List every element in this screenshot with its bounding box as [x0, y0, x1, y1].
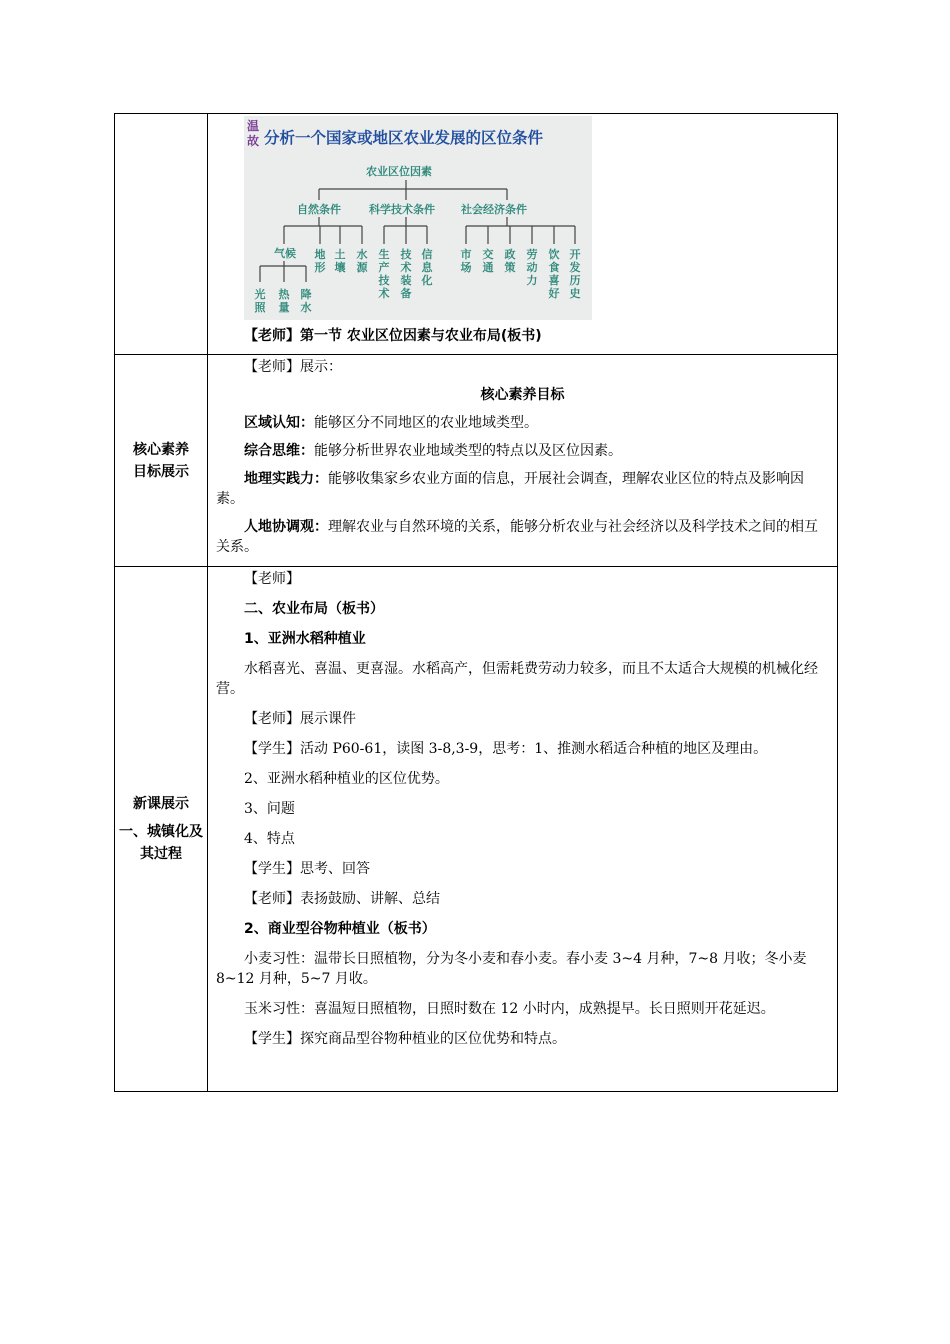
factor-label: 生产技术 — [378, 248, 390, 300]
factor-label: 热量 — [278, 288, 290, 314]
lesson-table — [114, 113, 838, 1092]
new-lesson-label — [115, 567, 208, 1092]
factor-label: 市场 — [460, 248, 472, 274]
goal-text: 能够区分不同地区的农业地域类型。 — [314, 415, 538, 431]
factor-label: 地形 — [314, 248, 326, 274]
student-answer: 【学生】思考、回答 — [244, 861, 370, 877]
subsection-grain: 2、商业型谷物种植业（板书） — [244, 921, 436, 937]
goal-term: 区域认知： — [244, 415, 314, 431]
goal-item — [208, 469, 837, 509]
teacher-marker: 【老师】 — [244, 571, 300, 587]
core-heading: 核心素养目标 — [480, 387, 565, 403]
wheat-text: 小麦习性：温带长日照植物，分为冬小麦和春小麦。春小麦 3~4 月种，7~8 月收；冬小麦 8~12 月种，5~7 月收。 — [216, 951, 807, 987]
question-3: 3、问题 — [244, 801, 295, 817]
table-row — [115, 567, 838, 1092]
factor-label: 水源 — [356, 248, 368, 274]
factor-label: 降水 — [300, 288, 312, 314]
question-2: 2、亚洲水稻种植业的区位优势。 — [244, 771, 449, 787]
goal-text: 能够收集家乡农业方面的信息，开展社会调查，理解农业区位的特点及影响因素。 — [216, 471, 804, 507]
goal-item — [208, 441, 837, 461]
diagram-title: 分析一个国家或地区农业发展的区位条件 — [264, 129, 544, 147]
teacher-praise: 【老师】表扬鼓励、讲解、总结 — [244, 891, 440, 907]
factor-label: 交通 — [482, 248, 494, 274]
factor-label: 信息化 — [421, 248, 433, 287]
empty-label-cell — [115, 114, 208, 355]
badge-char-2: 故 — [247, 134, 260, 148]
label-line: 目标展示 — [133, 463, 189, 480]
corn-text: 玉米习性：喜温短日照植物，日照时数在 12 小时内，成熟提早。长日照则开花延迟。 — [244, 1001, 775, 1017]
goal-text: 理解农业与自然环境的关系，能够分析农业与社会经济以及科学技术之间的相互关系。 — [216, 519, 818, 555]
question-4: 4、特点 — [244, 831, 295, 847]
vertical-labels — [255, 247, 581, 314]
table-row — [115, 114, 838, 355]
student-activity: 【学生】活动 P60-61，读图 3-8,3-9，思考：1、推测水稻适合种植的地区及理由。 — [244, 741, 768, 757]
core-literacy-cell — [208, 355, 838, 567]
root-node: 农业区位因素 — [366, 165, 432, 178]
diagram-cell — [208, 114, 838, 355]
category-tech: 科学技术条件 — [369, 203, 435, 216]
student-explore: 【学生】探究商品型谷物种植业的区位优势和特点。 — [244, 1031, 566, 1047]
factor-label: 饮食喜好 — [548, 248, 560, 300]
teacher-intro: 【老师】展示： — [244, 359, 342, 375]
diagram-svg — [244, 116, 592, 320]
goal-item — [208, 517, 837, 557]
category-social: 社会经济条件 — [461, 203, 527, 216]
teacher-show: 【老师】展示课件 — [244, 711, 356, 727]
factor-label: 劳动力 — [526, 248, 538, 287]
core-literacy-label — [115, 355, 208, 567]
subsection-rice: 1、亚洲水稻种植业 — [244, 631, 366, 647]
factor-label: 政策 — [504, 248, 516, 274]
goal-term: 地理实践力： — [244, 471, 328, 487]
factor-label: 光照 — [254, 288, 266, 314]
badge-char-1: 温 — [247, 119, 260, 133]
goal-text: 能够分析世界农业地域类型的特点以及区位因素。 — [314, 443, 622, 459]
rice-text: 水稻喜光、喜温、更喜湿。水稻高产，但需耗费劳动力较多，而且不太适合大规模的机械化经营。 — [216, 661, 818, 697]
category-natural: 自然条件 — [297, 203, 341, 216]
climate-node: 气候 — [274, 247, 296, 260]
agri-location-diagram — [244, 116, 592, 320]
board-title: 【老师】第一节 农业区位因素与农业布局(板书) — [244, 328, 542, 344]
section-title: 二、农业布局（板书） — [244, 601, 384, 617]
table-row — [115, 355, 838, 567]
label-line: 一、城镇化及其过程 — [119, 824, 203, 862]
label-line: 新课展示 — [133, 796, 189, 812]
new-lesson-cell — [208, 567, 838, 1092]
goal-item — [208, 413, 837, 433]
factor-label: 开发历史 — [569, 248, 581, 300]
factor-label: 技术装备 — [400, 248, 412, 300]
factor-label: 土壤 — [334, 248, 346, 274]
goal-term: 人地协调观： — [244, 519, 328, 535]
lesson-sheet — [114, 113, 836, 1092]
goal-term: 综合思维： — [244, 443, 314, 459]
label-line: 核心素养 — [133, 441, 189, 458]
